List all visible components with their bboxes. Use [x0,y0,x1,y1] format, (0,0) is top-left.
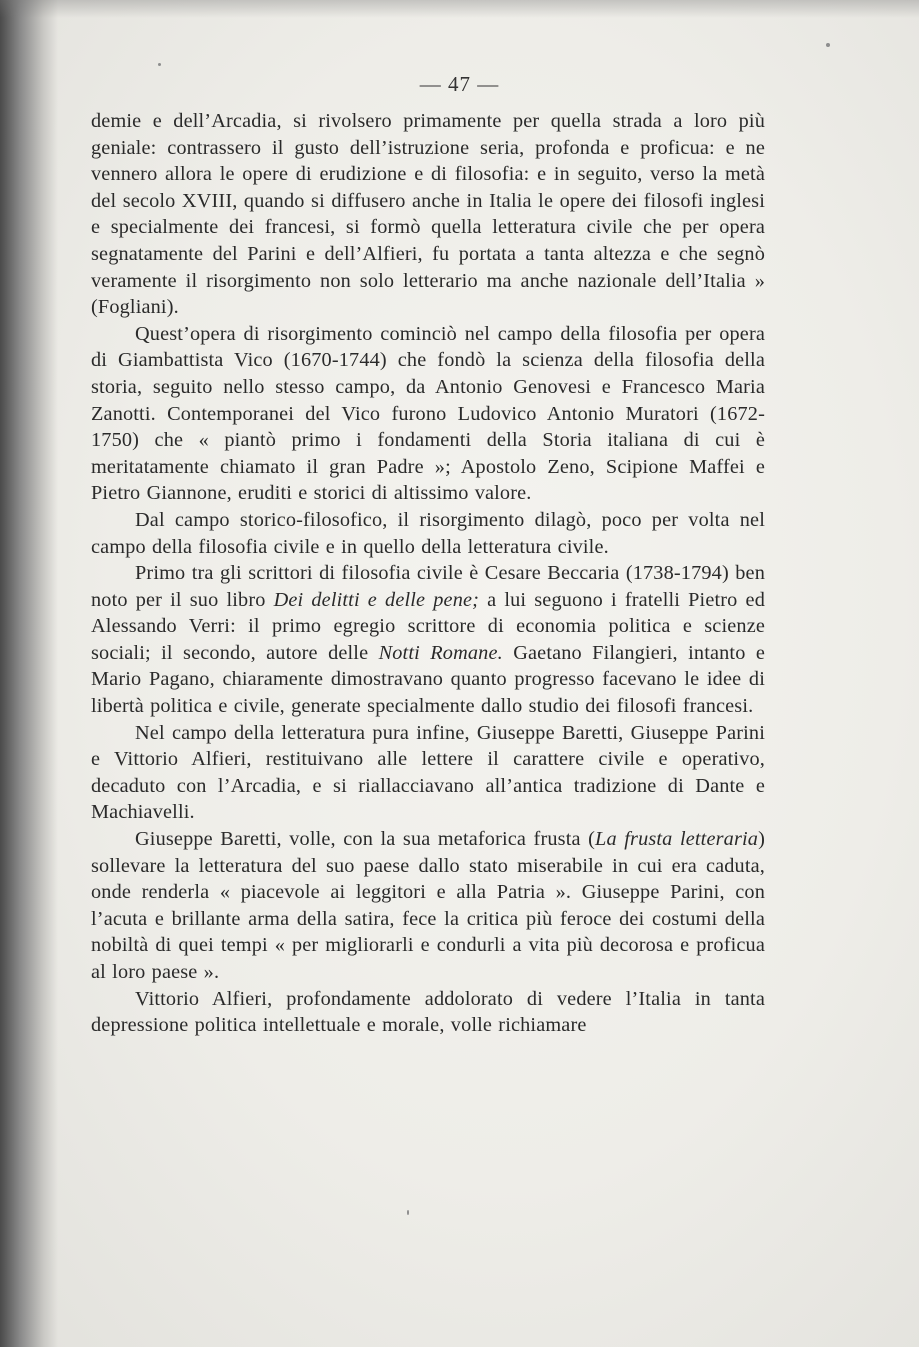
text-run: Primo tra gli scrittori di filosofia civile è Cesare Beccaria (1738-1794) ben noto per il suo libro [91,562,765,611]
paragraph-p5 [91,720,765,826]
text-run: a lui seguono i fratelli Pietro ed Alessando Verri: il primo egregio scrittore di economia politica e scienze sociali; il secondo, autore delle [91,588,765,664]
paper-speck [407,1210,409,1215]
text-run: Vittorio Alfieri, profondamente addolorato di vedere l’Italia in tanta depressione politica intellettuale e morale, volle richiamare [91,987,765,1037]
text-run: Gaetano Filangieri, intanto e Mario Pagano, chiaramente dimostravano quanto progresso facevano le idee di libertà politica e civile, generate specialmente dallo studio dei filosofi francesi. [91,641,766,718]
paper-speck [158,63,161,66]
paragraph-p3 [91,507,765,560]
text-run: Nel campo della letteratura pura infine, Giuseppe Baretti, Giuseppe Parini e Vittorio Alfieri, restituivano alle lettere il carattere civile e operativo, decaduto con l’Arcadia, e si riallacciavano all’antica tradizione di Dante e Machiavelli. [91,721,765,824]
italic-title: Dei delitti e delle pene; [273,588,480,611]
binding-shadow [0,0,58,1347]
paragraph-p2 [91,321,765,507]
text-run: Giuseppe Baretti, volle, con la sua metaforica frusta ( [135,828,596,851]
body-text [91,108,765,1039]
paragraph-p4 [91,560,765,720]
text-run: Dal campo storico-filosofico, il risorgimento dilagò, poco per volta nel campo della filosofia civile e in quello della letteratura civile. [91,508,765,558]
text-run: demie e dell’Arcadia, si rivolsero primamente per quella strada a loro più geniale: contrassero il gusto dell’istruzione seria, profonda e proficua: e ne vennero allora le opere di erudizione e di filosofia: e in seguito, verso la metà del secolo XVIII, quando si diffusero anche in Italia le opere dei filosofi inglesi e specialmente dei francesi, si formò quella letteratura civile che per opera segnatamente del Parini e dell’Alfieri, fu portata a tanta altezza e che segnò veramente il risorgimento non solo letterario ma anche nazionale dell’Italia » (Fogliani). [91,110,765,319]
paragraph-p7 [91,986,765,1039]
page-number: — 47 — [419,72,500,96]
paragraph-p6 [91,826,765,986]
text-run: ) sollevare la letteratura del suo paese dallo stato miserabile in cui era caduta, onde renderla « piacevole ai leggitori e alla Patria ». Giuseppe Parini, con l’acuta e brillante arma della satira, fece la critica più feroce dei costumi della nobiltà di quei tempi « per migliorarli e condurli a vita più decorosa e proficua al loro paese ». [91,828,765,983]
text-run: Quest’opera di risorgimento cominciò nel campo della filosofia per opera di Giambattista Vico (1670-1744) che fondò la scienza della filosofia della storia, seguito nello stesso campo, da Antonio Genovesi e Francesco Maria Zanotti. Contemporanei del Vico furono Ludovico Antonio Muratori (1672-1750) che « piantò primo i fondamenti della Storia italiana di cui è meritatamente chiamato il gran Padre »; Apostolo Zeno, Scipione Maffei e Pietro Giannone, eruditi e storici di altissimo valore. [91,322,765,505]
italic-title: La frusta letteraria [595,828,759,851]
paragraph-p1 [91,108,765,321]
top-edge-shadow [0,0,919,18]
italic-title: Notti Romane. [378,641,503,664]
paper-speck [826,43,830,47]
